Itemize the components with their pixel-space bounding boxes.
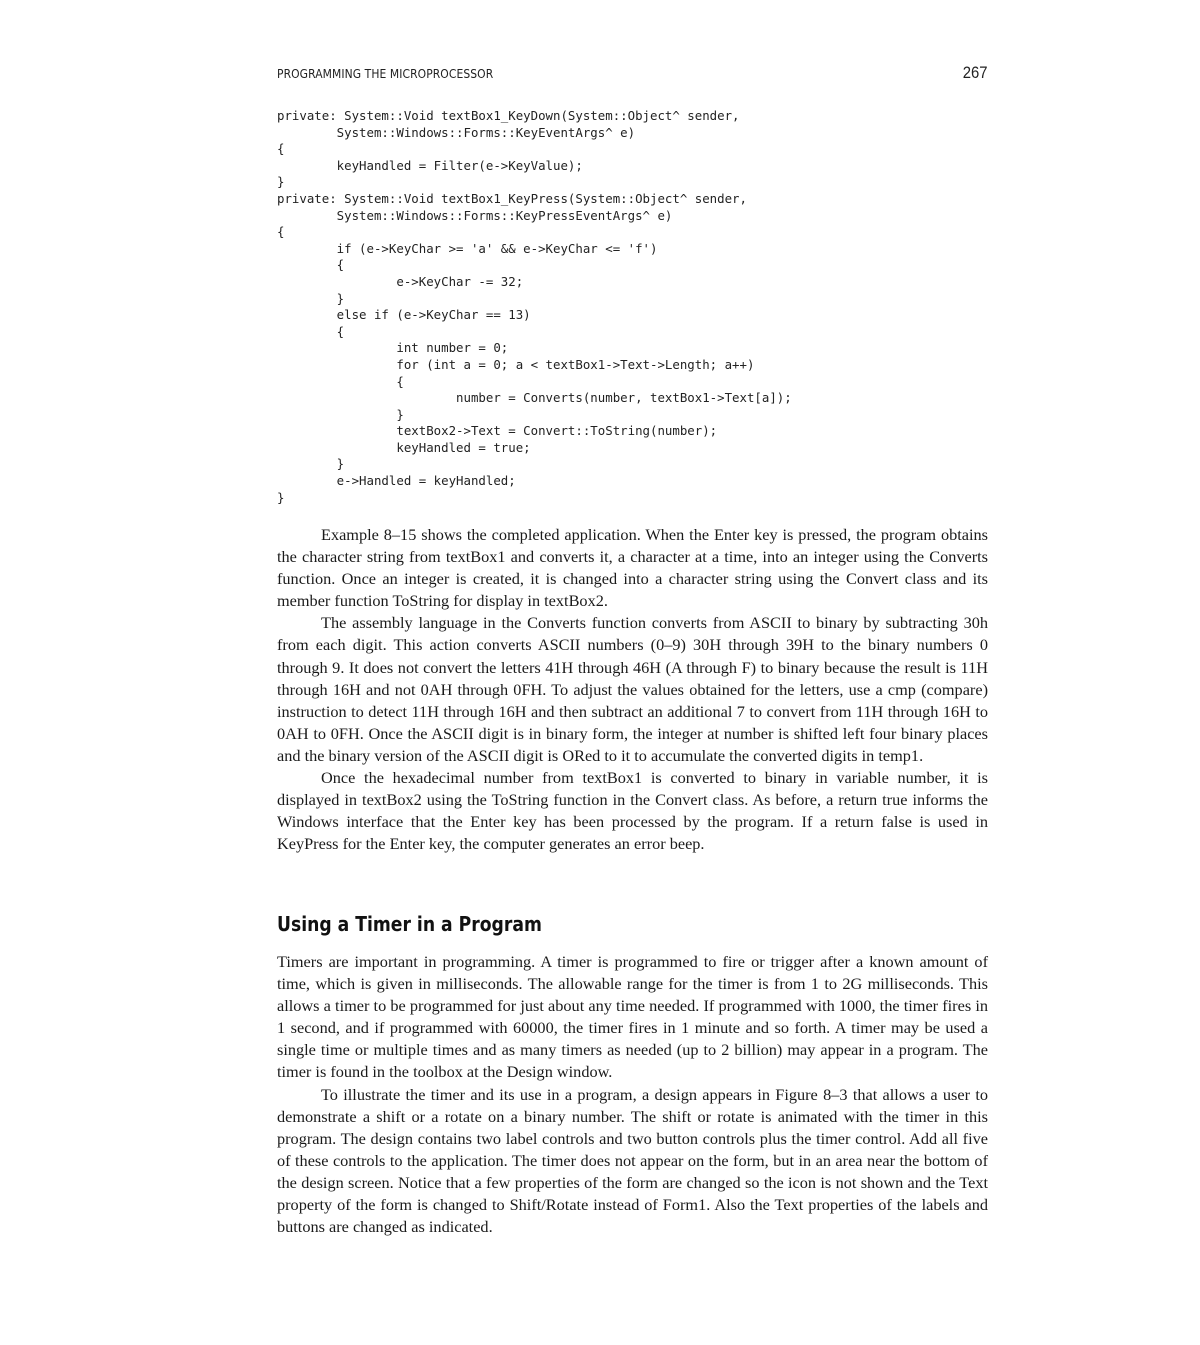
code-line: e->KeyChar -= 32;: [277, 273, 524, 289]
section-paragraph: Timers are important in programming. A timer is programmed to fire or trigger after a known amount of time, which is given in milliseconds. The allowable range for the timer is from 1 to 2G milliseconds. This allows a timer to be programmed for just about any time needed. If programmed with 1000, the timer fires in 1 second, and if programmed with 60000, the timer fires in 1 minute and so forth. A timer may be used a single time or multiple times and as many timers as needed (up to 2 billion) may appear in a program. The timer is found in the toolbox at the Design window.: [277, 952, 988, 1082]
code-line: private: System::Void textBox1_KeyPress(System::Object^ sender,: [277, 190, 747, 206]
running-head: [277, 64, 988, 86]
running-title: PROGRAMMING THE MICROPROCESSOR: [277, 66, 494, 81]
code-line: }: [277, 290, 345, 306]
code-line: if (e->KeyChar >= 'a' && e->KeyChar <= 'f'): [277, 240, 658, 256]
code-line: {: [277, 224, 285, 240]
code-line: for (int a = 0; a < textBox1->Text->Length; a++): [277, 356, 755, 372]
body-paragraph: Example 8–15 shows the completed application. When the Enter key is pressed, the program obtains the character string from textBox1 and converts it, a character at a time, into an integer using the Converts function. Once an integer is created, it is changed into a character string using the Convert class and its member function ToString for display in textBox2.: [277, 525, 988, 611]
section-text: [277, 951, 988, 1238]
code-listing: [277, 108, 997, 506]
code-line: {: [277, 323, 345, 339]
code-line: private: System::Void textBox1_KeyDown(System::Object^ sender,: [277, 108, 740, 123]
code-line: }: [277, 174, 285, 190]
body-text: [277, 524, 988, 855]
code-line: textBox2->Text = Convert::ToString(number);: [277, 423, 718, 439]
code-line: int number = 0;: [277, 340, 509, 356]
page-number: 267: [963, 64, 988, 82]
code-line: {: [277, 141, 285, 157]
code-line: }: [277, 456, 345, 472]
body-paragraph: Once the hexadecimal number from textBox1 is converted to binary in variable number, it is displayed in textBox2 using the ToString function in the Convert class. As before, a return true informs the Windows interface that the Enter key has been processed by the program. If a return false is used in KeyPress for the Enter key, the computer generates an error beep.: [277, 768, 988, 854]
code-line: System::Windows::Forms::KeyPressEventArgs^ e): [277, 207, 673, 223]
code-line: e->Handled = keyHandled;: [277, 473, 516, 489]
section-paragraph: To illustrate the timer and its use in a program, a design appears in Figure 8–3 that allows a user to demonstrate a shift or a rotate on a binary number. The shift or rotate is animated with the timer in this program. The design contains two label controls and two button controls plus the timer control. Add all five of these controls to the application. The timer does not appear on the form, but in an area near the bottom of the design screen. Notice that a few properties of the form are changed so the icon is not shown and the Text property of the form is changed to Shift/Rotate instead of Form1. Also the Text properties of the labels and buttons are changed as indicated.: [277, 1084, 988, 1237]
code-line: {: [277, 257, 345, 273]
body-paragraph: The assembly language in the Converts function converts from ASCII to binary by subtracting 30h from each digit. This action converts ASCII numbers (0–9) 30H through 39H to the binary numbers 0 through 9. It does not convert the letters 41H through 46H (A through F) to binary because the result is 11H through 16H and not 0AH through 0FH. To adjust the values obtained for the letters, use a cmp (compare) instruction to detect 11H through 16H and then subtract an additional 7 to convert from 11H through 16H to 0AH to 0FH. Once the ASCII digit is in binary form, the integer at number is shifted left four binary places and the binary version of the ASCII digit is ORed to it to accumulate the converted digits in temp1.: [277, 613, 988, 765]
code-line: number = Converts(number, textBox1->Text[a]);: [277, 390, 792, 406]
code-line: {: [277, 373, 404, 389]
code-line: keyHandled = true;: [277, 439, 531, 455]
section-heading: Using a Timer in a Program: [277, 912, 542, 936]
code-line: }: [277, 406, 404, 422]
code-line: System::Windows::Forms::KeyEventArgs^ e): [277, 124, 636, 140]
code-line: else if (e->KeyChar == 13): [277, 307, 531, 323]
code-line: }: [277, 489, 285, 505]
code-line: keyHandled = Filter(e->KeyValue);: [277, 157, 583, 173]
